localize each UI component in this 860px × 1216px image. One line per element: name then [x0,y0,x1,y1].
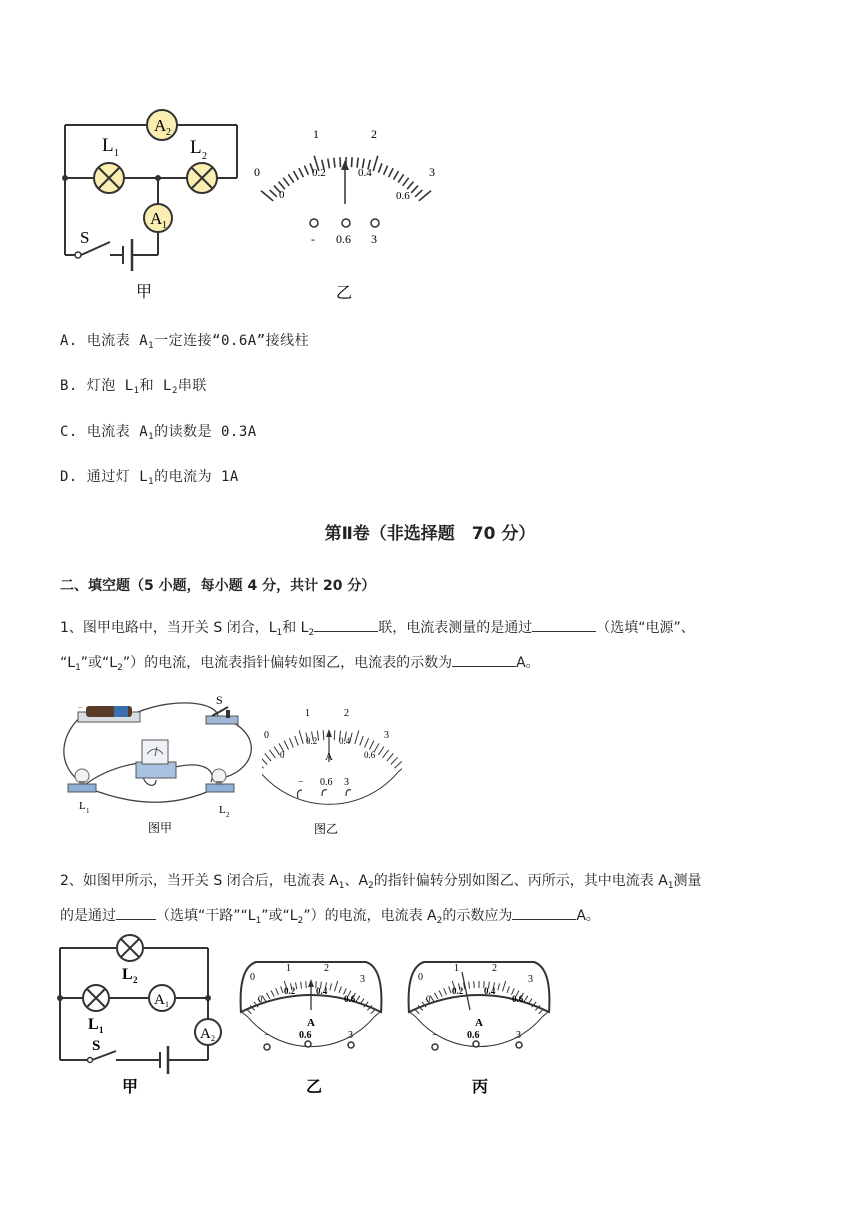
blank-q2-2[interactable] [512,905,576,920]
physical-circuit-diagram [56,692,266,842]
dial-bottom-0: 0 [279,189,285,201]
lamp-l2-symbol [117,935,143,985]
ammeter-dial-q2-yi [236,950,386,1100]
caption-tujia: 图甲 [148,821,173,835]
svg-text:0.6: 0.6 [512,994,524,1004]
svg-text:3: 3 [384,730,389,741]
svg-text:0: 0 [250,972,255,983]
caption-tuyi: 图乙 [314,822,339,836]
ammeter-a2-symbol [147,110,177,140]
dial-top-0: 0 [254,165,260,179]
section-heading: 二、填空题（5 小题，每小题 4 分，共计 20 分） [60,578,376,594]
svg-text:0.4: 0.4 [339,736,351,746]
svg-text:−: − [298,777,304,788]
dial-top-1: 1 [313,127,319,141]
question-2: 2、如图甲所示，当开关 S 闭合后，电流表 $A_1$、$A_2$的指针偏转分别如图乙、丙所示，其中电流表 $A_1$测量 的是通过 （选填“干路$”“L_1$”或“$L_2$”）的电流，电流表 $A_2$的示数应为 A。 [60,873,702,926]
bulb-l1 [68,769,96,815]
svg-text:L: L [102,135,114,156]
svg-text:L: L [190,137,202,158]
svg-text:0.6: 0.6 [467,1030,480,1041]
dial-bottom-04: 0.4 [358,167,372,179]
option-a[interactable]: A. 电流表 $A_1$一定连接“0.6A”接线柱 [60,333,310,351]
caption-bing: 丙 [472,1079,489,1096]
caption-jia-q2: 甲 [122,1079,139,1096]
svg-text:3: 3 [528,974,533,985]
terminal-0.6: 0.6 [336,232,351,246]
caption-jia: 甲 [136,284,153,301]
svg-text:0.2: 0.2 [452,986,464,996]
svg-text:A: A [475,1017,483,1029]
svg-text:A: A [154,992,165,1008]
svg-text:0.2: 0.2 [284,986,296,996]
dial-top-2: 2 [371,127,377,141]
ammeter-a2-symbol [195,1019,221,1045]
ammeter-a2-label: A [154,116,167,135]
dial-scale-ticks [262,730,402,804]
svg-text:A: A [325,751,333,763]
ammeter-device [136,740,176,778]
blank-q1-1[interactable] [314,617,378,632]
svg-text:L: L [219,804,226,816]
svg-text:1: 1 [162,220,167,231]
svg-text:0: 0 [418,972,423,983]
lamp-l1-symbol [83,985,109,1035]
terminal-minus: - [311,232,315,246]
bulb-l2 [206,769,234,819]
ammeter-dial-yi [252,122,442,302]
svg-text:1: 1 [454,963,459,974]
ammeter-dial-tuyi [262,700,402,840]
svg-text:−: − [264,1030,270,1041]
blank-q1-2[interactable] [532,617,596,632]
option-c[interactable]: C. 电流表 $A_1$的读数是 0.3A [60,424,257,442]
svg-text:2: 2 [492,963,497,974]
knife-switch [206,693,238,724]
svg-text:2: 2 [133,975,138,985]
dial-top-3: 3 [429,165,435,179]
svg-text:A: A [200,1026,211,1042]
svg-text:1: 1 [86,807,90,815]
svg-text:−: − [78,703,83,712]
svg-text:0.4: 0.4 [484,986,496,996]
svg-text:−: − [432,1030,438,1041]
svg-text:2: 2 [344,708,349,719]
svg-text:0: 0 [264,730,269,741]
option-b[interactable]: B. 灯泡 $L_1$和 $L_2$串联 [60,378,207,396]
svg-text:0.6: 0.6 [364,750,376,760]
svg-text:1: 1 [305,708,310,719]
blank-q2-1[interactable] [116,905,156,920]
svg-text:2: 2 [226,811,230,819]
svg-text:0: 0 [426,994,431,1004]
switch-s-label: S [80,228,90,247]
svg-text:0.6: 0.6 [344,994,356,1004]
svg-text:1: 1 [165,1000,169,1009]
ammeter-a1-symbol [144,204,172,232]
dial-bottom-02: 0.2 [312,167,326,179]
caption-yi: 乙 [336,285,353,302]
circuit-diagram-jia [50,105,250,305]
svg-text:3: 3 [348,1030,353,1041]
svg-text:1: 1 [286,963,291,974]
svg-text:A: A [307,1017,315,1029]
ammeter-a1-symbol [149,985,175,1011]
svg-text:3: 3 [516,1030,521,1041]
svg-text:L: L [88,1016,99,1033]
svg-text:L: L [122,966,133,983]
svg-text:2: 2 [211,1034,215,1043]
svg-text:1: 1 [114,148,119,159]
svg-text:0.4: 0.4 [316,986,328,996]
switch-s-label: S [216,693,223,707]
svg-text:2: 2 [166,127,171,138]
part-title: 第Ⅱ卷（非选择题 70 分） [324,524,536,544]
svg-text:0: 0 [280,750,285,760]
option-d[interactable]: D. 通过灯 $L_1$的电流为 1A [60,469,239,487]
blank-q1-3[interactable] [452,652,516,667]
svg-text:1: 1 [99,1025,104,1035]
battery-holder [78,703,140,722]
ammeter-dial-q2-bing [404,950,554,1100]
svg-text:0: 0 [258,994,263,1004]
lamp-l2-symbol [187,137,217,193]
dial-bottom-06: 0.6 [396,190,410,202]
dial-pointer [341,160,349,204]
svg-text:3: 3 [360,974,365,985]
ammeter-a1-label: A [150,209,163,228]
svg-text:0.6: 0.6 [299,1030,312,1041]
lamp-l1-symbol [94,135,124,193]
switch-s-label: S [92,1038,101,1054]
svg-text:3: 3 [344,777,349,788]
svg-text:2: 2 [202,151,207,162]
terminal-3: 3 [371,232,377,246]
svg-text:2: 2 [324,963,329,974]
svg-text:0.6: 0.6 [320,777,333,788]
question-1: 1、图甲电路中，当开关 S 闭合，$L_1$和 $L_2$ 联，电流表测量的是通过 （选填“电源”、 “$L_1$”或“$L_2$”）的电流，电流表指针偏转如图乙，电流表的示数为 A。 [60,613,805,683]
circuit-diagram-q2-jia [50,930,230,1100]
svg-text:L: L [79,800,86,812]
svg-text:0.2: 0.2 [306,736,318,746]
caption-yi-q2: 乙 [306,1079,323,1096]
